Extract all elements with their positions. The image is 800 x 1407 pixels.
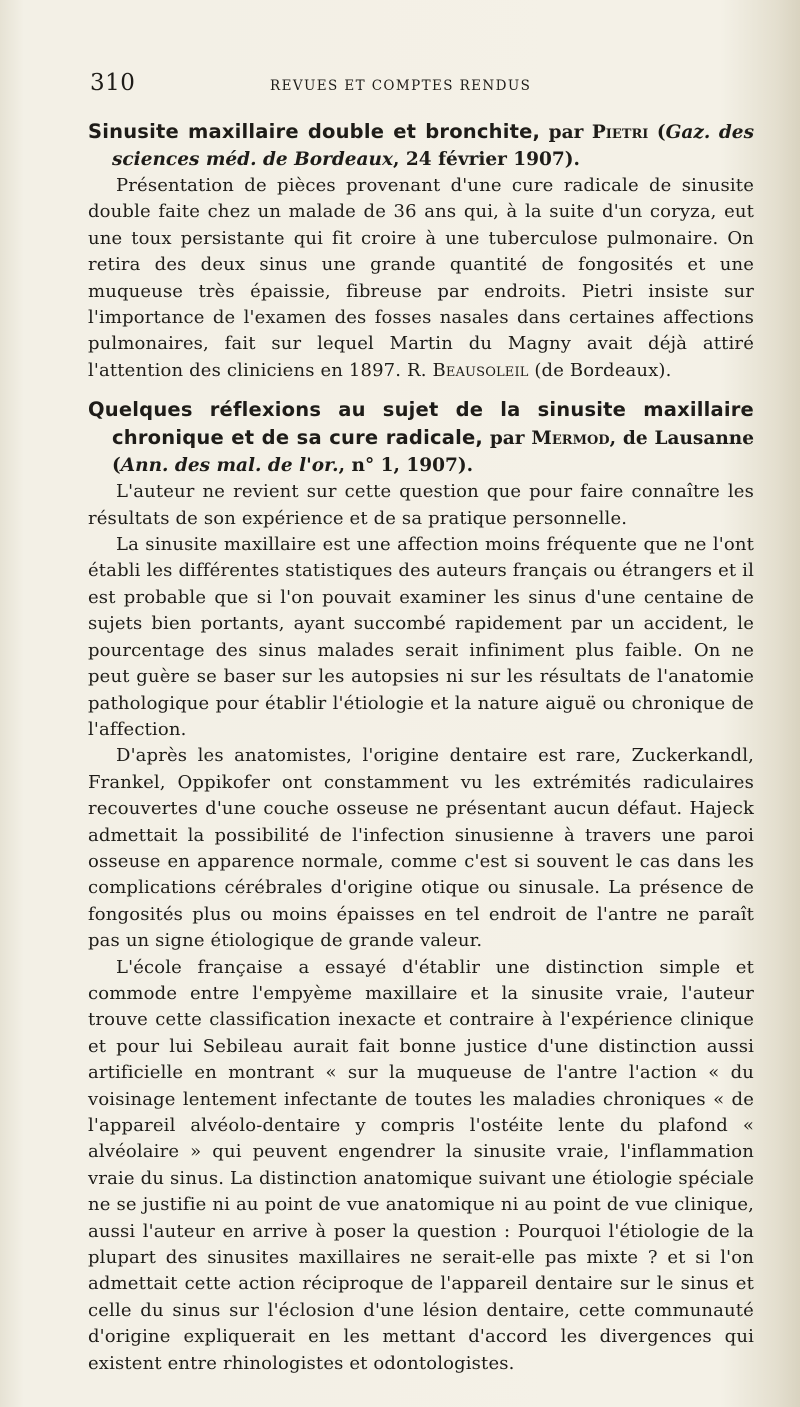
article-1-author: Pietri xyxy=(591,122,649,143)
article-1-source-open: ( xyxy=(648,122,666,143)
article-2-heading xyxy=(88,396,754,479)
page-body xyxy=(88,118,754,1389)
article-1-reviewer-prefix: R. xyxy=(407,359,433,381)
running-head: REVUES ET COMPTES RENDUS xyxy=(270,78,532,94)
article-2-location: , de Lausanne xyxy=(609,428,754,450)
article-1-reviewer: Beausoleil xyxy=(432,359,529,381)
article-1-title: Sinusite maxillaire double et bronchite, xyxy=(88,120,541,143)
article-2-by: par xyxy=(483,428,532,450)
page-header xyxy=(90,70,760,104)
article-2-author: Mermod xyxy=(531,428,610,450)
article-2-source: Ann. des mal. de l'or. xyxy=(120,455,339,477)
article-1-heading xyxy=(88,118,754,173)
article-1 xyxy=(88,118,754,384)
article-2-source-open: ( xyxy=(112,455,121,477)
article-1-source-close: , 24 février 1907). xyxy=(393,149,580,170)
article-1-source: Gaz. des sciences méd. de Bordeaux xyxy=(112,122,754,170)
article-2 xyxy=(88,396,754,1377)
page-number: 310 xyxy=(90,70,136,96)
article-2-source-close: , n° 1, 1907). xyxy=(338,455,474,477)
article-2-paragraph-3: D'après les anatomistes, l'origine dentaire est rare, Zuckerkandl, Frankel, Oppikofer ont constamment vu les extrémités radiculaires recouvertes d'une couche osseuse ne présentant aucun défaut. Hajeck admettait la possibilité de l'infection sinusienne à travers une paroi osseuse en apparence normale, comme c'est si souvent le cas dans les complications cérébrales d'origine otique ou sinusale. La présence de fongosités plus ou moins épaisses en tel endroit de l'antre ne paraît pas un signe étiologique de grande valeur. xyxy=(88,745,754,952)
article-2-paragraph-4: L'école française a essayé d'établir une distinction simple et commode entre l'empyème maxillaire et la sinusite vraie, l'auteur trouve cette classification inexacte et contraire à l'expérience clinique et pour lui Sebileau aurait fait bonne justice d'une distinction aussi artificielle en montrant « sur la muqueuse de l'antre l'action « du voisinage lentement infectante de toutes les maladies chroniques « de l'appareil alvéolo-dentaire y compris l'ostéite lente du plafond « alvéolaire » qui peuvent engendrer la sinusite vraie, l'inflammation vraie du sinus. La distinction anatomique suivant une étiologie spéciale ne se justifie ni au point de vue anatomique ni au point de vue clinique, aussi l'auteur en arrive à poser la question : Pourquoi l'étiologie de la plupart des sinusites maxillaires ne serait-elle pas mixte ? et si l'on admettait cette action réciproque de l'appareil dentaire sur le sinus et celle du sinus sur l'éclosion d'une lésion dentaire, cette communauté d'origine expliquerait en les mettant d'accord les divergences qui existent entre rhinologistes et odontologistes. xyxy=(88,956,754,1374)
article-2-paragraph-1: L'auteur ne revient sur cette question que pour faire connaître les résultats de son expérience et de sa pratique personnelle. xyxy=(88,481,754,529)
article-1-paragraph-text: Présentation de pièces provenant d'une cure radicale de sinusite double faite chez un malade de 36 ans qui, à la suite d'un coryza, eut une toux persistante qui fit croire à une tuberculose pulmonaire. On retira des deux sinus une grande quantité de fongosités et une muqueuse très épaissie, fibreuse par endroits. Pietri insiste sur l'importance de l'examen des fosses nasales dans certaines affections pulmonaires, fait sur lequel Martin du Magny avait déjà attiré l'attention des cliniciens en 1897. xyxy=(88,175,754,381)
article-2-paragraph-2: La sinusite maxillaire est une affection moins fréquente que ne l'ont établi les différentes statistiques des auteurs français ou étrangers et il est probable que si l'on pouvait examiner les sinus d'une centaine de sujets bien portants, ayant succombé rapidement par un accident, le pourcentage des sinus malades serait infiniment plus faible. On ne peut guère se baser sur les autopsies ni sur les résultats de l'anatomie pathologique pour établir l'étiologie et la nature aiguë ou chronique de l'affection. xyxy=(88,534,754,740)
article-1-paragraph xyxy=(88,173,754,384)
article-1-reviewer-suffix: (de Bordeaux). xyxy=(528,359,672,381)
article-1-by: par xyxy=(540,122,592,143)
article-2-title: Quelques réflexions au sujet de la sinusite maxillaire chronique et de sa cure radicale, xyxy=(88,398,754,450)
